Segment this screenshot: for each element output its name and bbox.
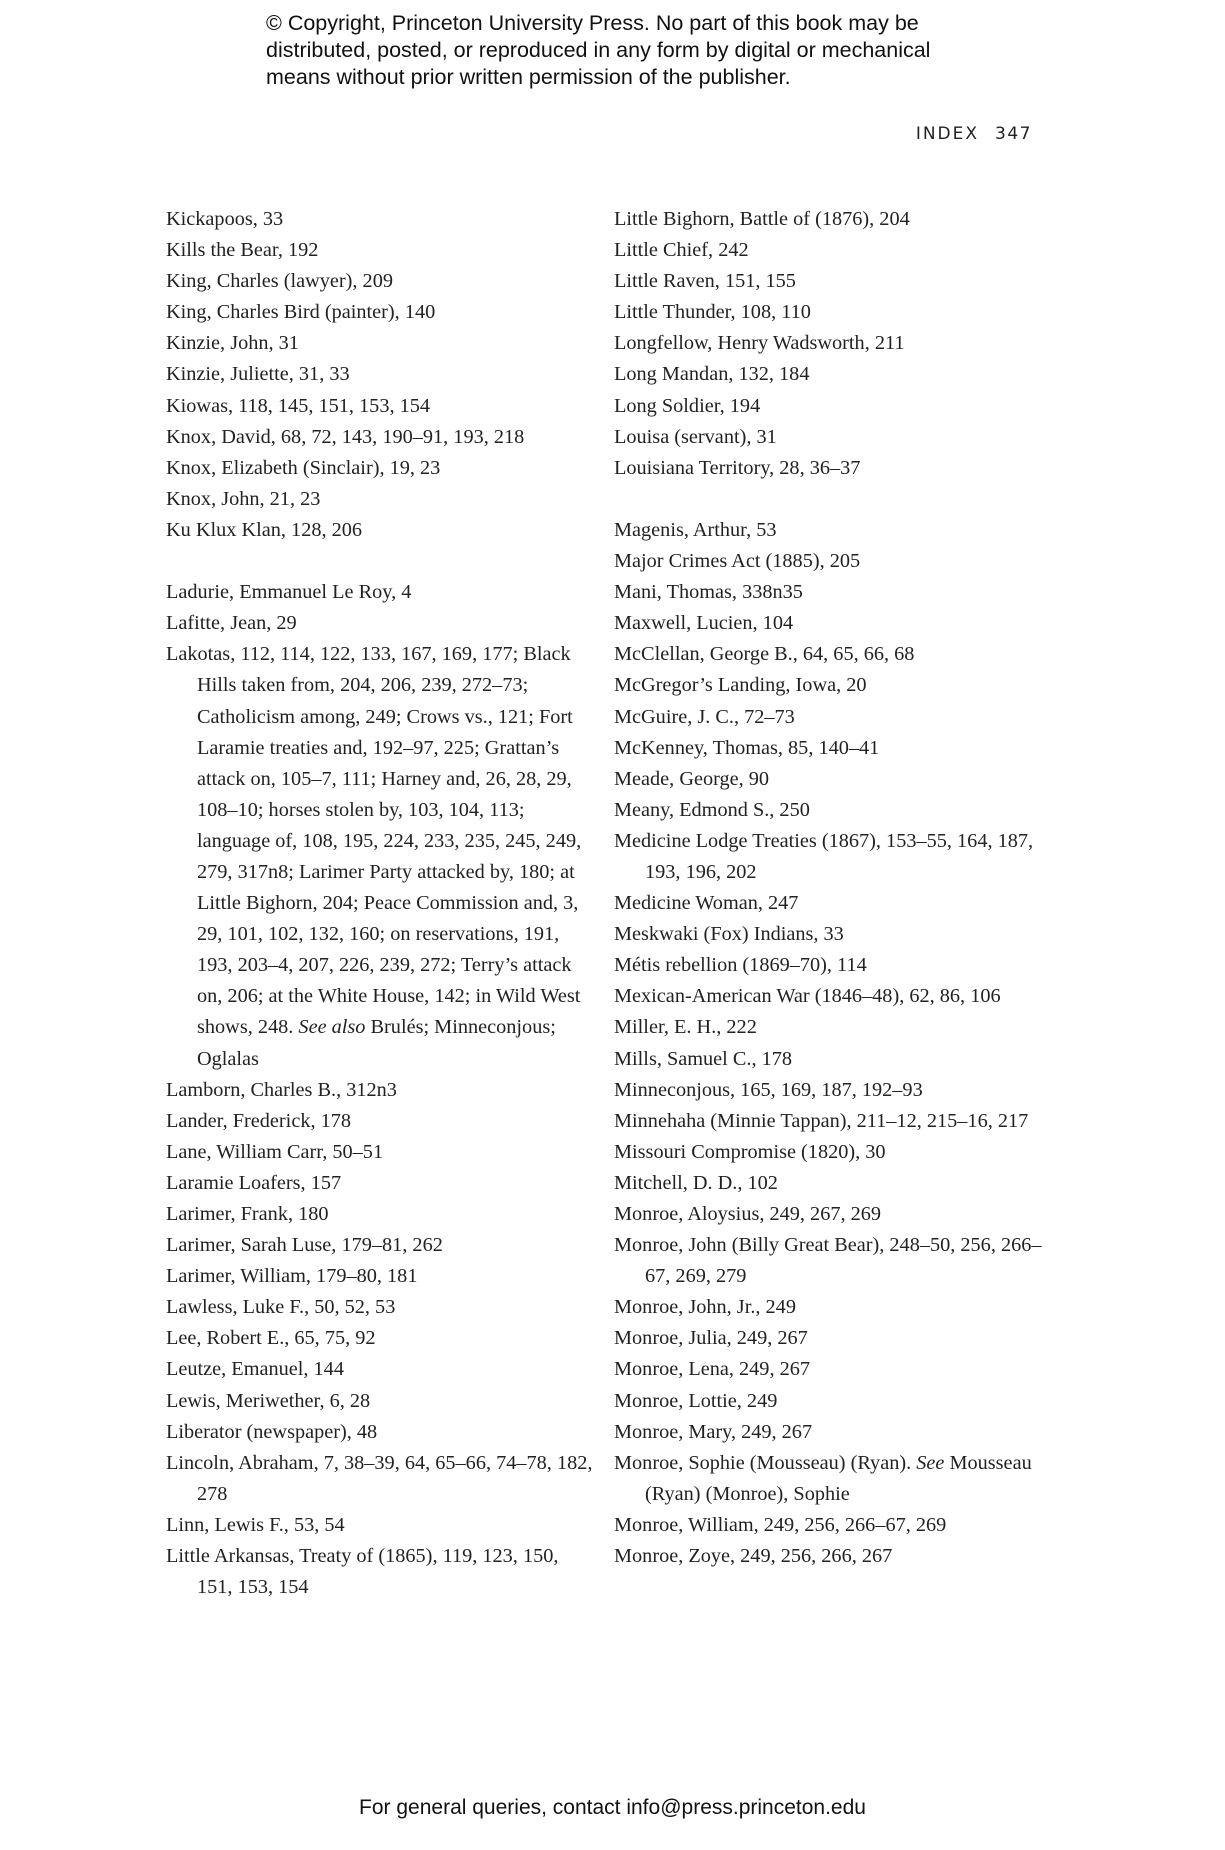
index-entry: Ladurie, Emmanuel Le Roy, 4 [166, 581, 412, 604]
index-entry: Long Soldier, 194 [614, 394, 761, 417]
index-entry: Métis rebellion (1869–70), 114 [614, 954, 867, 977]
copyright-notice [266, 10, 1026, 91]
index-entry: Little Thunder, 108, 110 [614, 301, 811, 324]
index-entry: Kinzie, Juliette, 31, 33 [166, 363, 350, 386]
index-entry: Minnehaha (Minnie Tappan), 211–12, 215–16, 217 [614, 1109, 1029, 1132]
index-entry: Monroe, Lottie, 249 [614, 1389, 778, 1412]
index-entry: Linn, Lewis F., 53, 54 [166, 1513, 345, 1536]
index-entry: Maxwell, Lucien, 104 [614, 612, 794, 635]
index-entry: Miller, E. H., 222 [614, 1016, 757, 1039]
index-entry: Kickapoos, 33 [166, 208, 284, 230]
index-entry: Ku Klux Klan, 128, 206 [166, 518, 363, 541]
index-entry: Knox, Elizabeth (Sinclair), 19, 23 [166, 456, 441, 479]
index-entry: Mani, Thomas, 338n35 [614, 581, 803, 604]
index-entry: Leutze, Emanuel, 144 [166, 1358, 344, 1381]
index-entry: Medicine Woman, 247 [614, 892, 799, 915]
index-entry: Lewis, Meriwether, 6, 28 [166, 1389, 371, 1412]
index-entry: Little Arkansas, Treaty of (1865), 119, 123, 150, 151, 153, 154 [166, 1545, 559, 1599]
index-entry: Lee, Robert E., 65, 75, 92 [166, 1327, 376, 1350]
index-entry: Louisa (servant), 31 [614, 425, 777, 448]
index-entry: Mexican-American War (1846–48), 62, 86, 106 [614, 985, 1001, 1008]
index-entry: Knox, David, 68, 72, 143, 190–91, 193, 218 [166, 425, 525, 448]
index-entry: Minneconjous, 165, 169, 187, 192–93 [614, 1078, 923, 1101]
index-entry: Larimer, William, 179–80, 181 [166, 1265, 418, 1288]
index-entry: McGuire, J. C., 72–73 [614, 705, 795, 728]
index-entry: Little Bighorn, Battle of (1876), 204 [614, 208, 910, 230]
index-entry: Monroe, Aloysius, 249, 267, 269 [614, 1203, 882, 1225]
index-entry: Kiowas, 118, 145, 151, 153, 154 [166, 394, 431, 417]
letter-group-separator [614, 484, 1054, 515]
index-entry: Lawless, Luke F., 50, 52, 53 [166, 1296, 396, 1319]
running-head-section: INDEX [915, 124, 980, 144]
index-entry: King, Charles Bird (painter), 140 [166, 301, 436, 324]
index-entry: Monroe, John (Billy Great Bear), 248–50, 256, 266–67, 269, 279 [614, 1234, 1042, 1288]
index-entry: Medicine Lodge Treaties (1867), 153–55, 164, 187, 193, 196, 202 [614, 829, 1034, 883]
page-number: 347 [995, 124, 1032, 144]
index-entry: Meade, George, 90 [614, 767, 770, 790]
index-entry: Liberator (newspaper), 48 [166, 1420, 378, 1443]
index-entry: Kinzie, John, 31 [166, 332, 299, 355]
letter-group-separator [166, 546, 596, 577]
index-entry: Meany, Edmond S., 250 [614, 798, 810, 821]
index-entry: Major Crimes Act (1885), 205 [614, 550, 861, 573]
index-entry: Lane, William Carr, 50–51 [166, 1140, 384, 1163]
index-entry: Missouri Compromise (1820), 30 [614, 1140, 886, 1163]
index-entry: Little Raven, 151, 155 [614, 270, 796, 293]
index-entry: King, Charles (lawyer), 209 [166, 270, 393, 293]
index-entry: Lamborn, Charles B., 312n3 [166, 1078, 397, 1101]
index-entry: Lakotas, 112, 114, 122, 133, 167, 169, 177; Black Hills taken from, 204, 206, 239, 272–73; Catholicism among, 249; Crows vs., 121; Fort Laramie treaties and, 192–97, 225; Grattan’s attack on, 105–7, 111; Harney and, 26, 28, 29, 108–10; horses stolen by, 103, 104, 113; language of, 108, 195, 224, 233, 235, 245, 249, 279, 317n8; Larimer Party attacked by, 180; at Little Bighorn, 204; Peace Commission and, 3, 29, 101, 102, 132, 160; on reservations, 191, 193, 203–4, 207, 226, 239, 272; Terry’s attack on, 206; at the White House, 142; in Wild West shows, 248. See also Brulés; Minneconjous; Oglalas [166, 643, 582, 1070]
index-entry: Lincoln, Abraham, 7, 38–39, 64, 65–66, 74–78, 182, 278 [166, 1451, 593, 1505]
index-entry: Monroe, John, Jr., 249 [614, 1296, 796, 1319]
index-entry: Lander, Frederick, 178 [166, 1109, 352, 1132]
index-entry: Knox, John, 21, 23 [166, 487, 321, 510]
index-column-left [166, 204, 596, 1603]
index-entry: Monroe, Sophie (Mousseau) (Ryan). See Mousseau (Ryan) (Monroe), Sophie [614, 1451, 1032, 1505]
copyright-line: means without prior written permission of the publisher. [266, 65, 791, 89]
copyright-line: © Copyright, Princeton University Press. No part of this book may be [266, 11, 919, 35]
index-entry: Laramie Loafers, 157 [166, 1171, 342, 1194]
index-column-right [614, 204, 1054, 1572]
index-entry: McKenney, Thomas, 85, 140–41 [614, 736, 880, 759]
index-entry: Magenis, Arthur, 53 [614, 518, 777, 541]
index-entry: Long Mandan, 132, 184 [614, 363, 810, 386]
index-entry: Little Chief, 242 [614, 239, 749, 262]
index-entry: Mitchell, D. D., 102 [614, 1171, 778, 1194]
index-entry: Louisiana Territory, 28, 36–37 [614, 456, 861, 479]
running-head [916, 124, 1032, 144]
index-entry: Longfellow, Henry Wadsworth, 211 [614, 332, 905, 355]
index-entry: McGregor’s Landing, Iowa, 20 [614, 674, 867, 697]
index-entry: Monroe, Julia, 249, 267 [614, 1327, 808, 1350]
index-entry: Monroe, Mary, 249, 267 [614, 1420, 813, 1443]
index-entry: Larimer, Frank, 180 [166, 1203, 329, 1225]
index-entry: Monroe, William, 249, 256, 266–67, 269 [614, 1513, 947, 1536]
footer-contact: For general queries, contact info@press.princeton.edu [359, 1796, 866, 1819]
index-entry: McClellan, George B., 64, 65, 66, 68 [614, 643, 915, 666]
index-entry: Larimer, Sarah Luse, 179–81, 262 [166, 1234, 443, 1257]
copyright-line: distributed, posted, or reproduced in any form by digital or mechanical [266, 38, 931, 62]
index-entry: Kills the Bear, 192 [166, 239, 319, 262]
index-entry: Mills, Samuel C., 178 [614, 1047, 793, 1070]
index-entry: Lafitte, Jean, 29 [166, 612, 297, 635]
index-entry: Monroe, Zoye, 249, 256, 266, 267 [614, 1545, 893, 1568]
index-entry: Meskwaki (Fox) Indians, 33 [614, 923, 844, 946]
index-entry: Monroe, Lena, 249, 267 [614, 1358, 811, 1381]
